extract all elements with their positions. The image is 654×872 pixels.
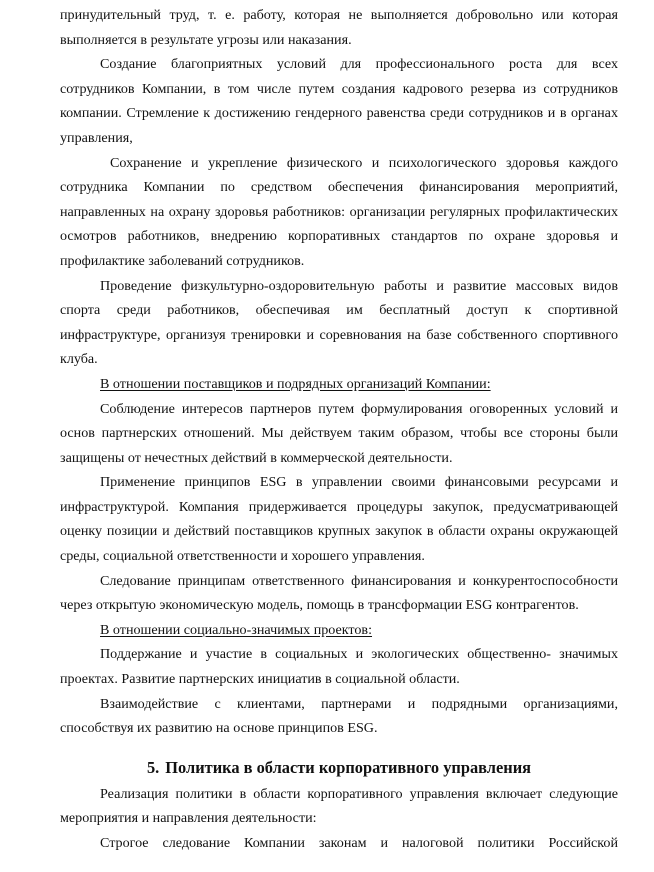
paragraph-sports: Проведение физкультурно-оздоровительную работы и развитие массовых видов спорта среди работников, обеспечивая им бесплатный доступ к спортивной инфраструктуре, организуя тренировки и соревнования на базе собственного спортивного клуба. xyxy=(60,277,618,368)
paragraph-section-5-last-line: Строгое следование Компании законам и налоговой политики Российской xyxy=(100,835,618,851)
paragraph-esg-resources: Применение принципов ESG в управлении своими финансовыми ресурсами и инфраструктурой. Компания придерживается процедуры закупок, предусматривающей оценку позиции и действий поставщиков крупных закупок в области охраны окружающей среды, социальной ответственности и хорошего управления. xyxy=(60,474,618,565)
paragraph-section-5-intro: Реализация политики в области корпоративного управления включает следующие мероприятия и направления деятельности: xyxy=(60,785,618,827)
paragraph-responsible-finance: Следование принципам ответственного финансирования и конкурентоспособности через открытую экономическую модель, помощь в трансформации ESG контрагентов. xyxy=(60,572,618,614)
paragraph-health: Сохранение и укрепление физического и психологического здоровья каждого сотрудника Компании по средством обеспечения финансирования мероприятий, направленных на охрану здоровья работников: организации регулярных профилактических осмотров работников, внедрению корпоративных стандартов по охране здоровья и профилактике заболеваний сотрудников. xyxy=(60,154,618,269)
paragraph-client-interaction: Взаимодействие с клиентами, партнерами и подрядными организациями, способствуя их развитию на основе принципов ESG. xyxy=(60,695,618,737)
paragraph-professional-growth: Создание благоприятных условий для профессионального роста для всех сотрудников Компании, в том числе путем создания кадрового резерва из сотрудников компании. Стремление к достижению гендерного равенства среди сотрудников и в органах управления, xyxy=(60,56,618,146)
section-5-heading xyxy=(60,756,618,780)
paragraph-social-participation: Поддержание и участие в социальных и экологических общественно- значимых проектах. Развитие партнерских инициатив в социальной области. xyxy=(60,646,618,688)
paragraph-forced-labor-end: принудительный труд, т. е. работу, которая не выполняется добровольно или которая выполняется в результате угрозы или наказания. xyxy=(60,7,618,48)
document-page xyxy=(60,3,618,856)
suppliers-heading: В отношении поставщиков и подрядных организаций Компании: xyxy=(100,375,491,392)
section-5-title: Политика в области корпоративного управления xyxy=(165,757,532,777)
section-5-number: 5. xyxy=(146,757,160,777)
social-projects-heading: В отношении социально-значимых проектов: xyxy=(100,621,373,638)
paragraph-partner-interests: Соблюдение интересов партнеров путем формулирования оговоренных условий и основ партнерских отношений. Мы действуем таким образом, чтобы все стороны были защищены от нечестных действий в коммерческой деятельности. xyxy=(60,400,618,466)
